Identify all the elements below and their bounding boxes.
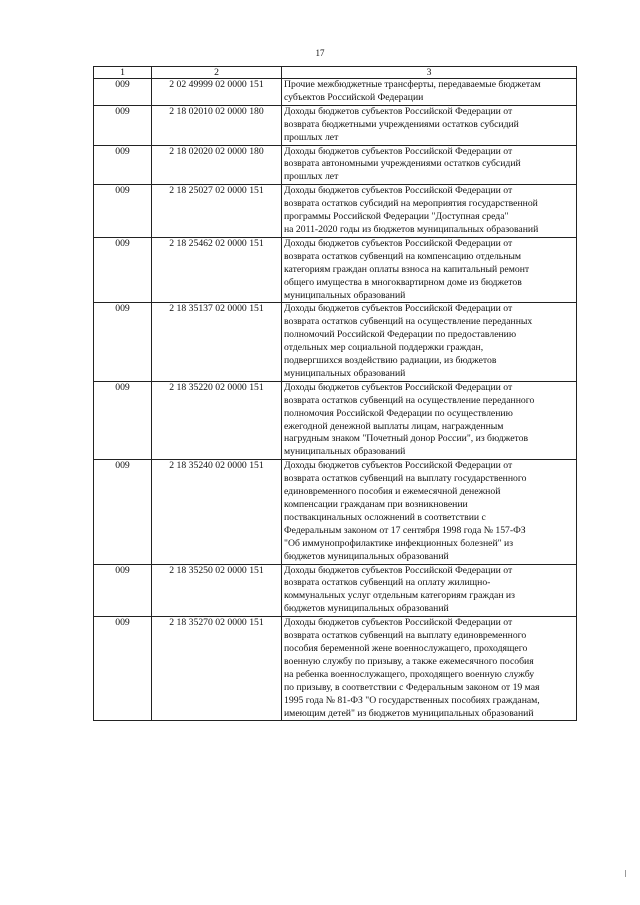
admin-code-cell: 009 [94, 617, 152, 721]
admin-code-cell: 009 [94, 237, 152, 303]
revenue-name-line: муниципальных образований [284, 446, 406, 458]
revenue-name-line: прошлых лет [284, 171, 339, 183]
table-row [94, 145, 577, 185]
admin-code-cell: 009 [94, 145, 152, 185]
budget-revenue-table [93, 66, 577, 721]
revenue-code-cell: 2 18 25027 02 0000 151 [152, 185, 282, 238]
revenue-code-cell: 2 18 02010 02 0000 180 [152, 105, 282, 145]
revenue-name-line: возврата автономными учреждениями остатков субсидий [284, 158, 521, 170]
revenue-name-line: нагрудным знаком "Почетный донор России", из бюджетов [284, 433, 529, 445]
admin-code-cell: 009 [94, 105, 152, 145]
revenue-name-line: военную службу по призыву, а также ежемесячного пособия [284, 655, 534, 667]
revenue-code-cell: 2 18 35137 02 0000 151 [152, 303, 282, 381]
table-row [94, 79, 577, 106]
table-row [94, 105, 577, 145]
revenue-code-cell: 2 18 02020 02 0000 180 [152, 145, 282, 185]
admin-code-cell: 009 [94, 460, 152, 564]
revenue-name-line: возврата остатков субвенций на оплату жилищно- [284, 577, 491, 589]
column-header-1: 1 [94, 67, 152, 79]
revenue-name-cell [282, 617, 577, 721]
table-row [94, 460, 577, 564]
revenue-name-line: имеющим детей" из бюджетов муниципальных образований [284, 707, 534, 719]
revenue-name-line: Доходы бюджетов субъектов Российской Федерации от [284, 185, 513, 197]
revenue-name-line: общего имущества в многоквартирном доме из бюджетов [284, 276, 522, 288]
column-header-3: 3 [282, 67, 577, 79]
revenue-name-line: единовременного пособия и ежемесячной денежной [284, 486, 501, 498]
column-header-2: 2 [152, 67, 282, 79]
admin-code-cell: 009 [94, 79, 152, 106]
revenue-name-line: компенсации гражданам при возникновении [284, 499, 468, 510]
revenue-name-line: Доходы бюджетов субъектов Российской Федерации от [284, 381, 513, 393]
revenue-name-line: Доходы бюджетов субъектов Российской Федерации от [284, 145, 513, 157]
revenue-name-cell [282, 105, 577, 145]
revenue-name-line: бюджетов муниципальных образований [284, 603, 449, 615]
revenue-name-line: на 2011-2020 годы из бюджетов муниципальных образований [284, 223, 539, 235]
table-row [94, 303, 577, 381]
revenue-name-line: категориям граждан оплаты взноса на капитальный ремонт [284, 263, 530, 275]
revenue-name-line: пособия беременной жене военнослужащего, проходящего [284, 642, 528, 654]
revenue-name-line: ежегодной денежной выплаты лицам, награжденным [284, 420, 504, 432]
page-number: 17 [315, 48, 325, 58]
revenue-name-line: возврата остатков субвенций на осуществление переданных [284, 316, 533, 328]
revenue-name-line: муниципальных образований [284, 289, 406, 301]
revenue-code-cell: 2 18 25462 02 0000 151 [152, 237, 282, 303]
table-row [94, 237, 577, 303]
revenue-name-line: Доходы бюджетов субъектов Российской Федерации от [284, 460, 513, 472]
revenue-name-line: по призыву, в соответствии с Федеральным законом от 19 мая [284, 681, 540, 693]
revenue-name-line: Доходы бюджетов субъектов Российской Федерации от [284, 564, 513, 576]
revenue-name-cell [282, 145, 577, 185]
revenue-name-line: возврата остатков субвенций на компенсацию отдельным [284, 250, 522, 262]
revenue-name-line: "Об иммунопрофилактике инфекционных болезней" из [284, 537, 514, 549]
revenue-name-line: возврата остатков субвенций на осуществление переданного [284, 394, 535, 406]
revenue-name-line: субъектов Российской Федерации [284, 91, 424, 103]
revenue-name-line: полномочий Российской Федерации по предоставлению [284, 329, 517, 341]
revenue-name-line: прошлых лет [284, 131, 339, 143]
revenue-code-cell: 2 18 35220 02 0000 151 [152, 381, 282, 459]
table-row [94, 564, 577, 617]
table-row [94, 617, 577, 721]
admin-code-cell: 009 [94, 303, 152, 381]
revenue-name-line: Доходы бюджетов субъектов Российской Федерации от [284, 105, 513, 117]
table-header-row [94, 67, 577, 79]
revenue-name-line: муниципальных образований [284, 367, 406, 379]
margin-mark [625, 870, 626, 877]
table-row [94, 381, 577, 459]
admin-code-cell: 009 [94, 185, 152, 238]
revenue-name-line: Федеральным законом от 17 сентября 1998 года № 157-ФЗ [284, 524, 526, 536]
revenue-name-line: поствакцинальных осложнений в соответствии с [284, 511, 486, 523]
admin-code-cell: 009 [94, 564, 152, 617]
revenue-name-cell [282, 185, 577, 238]
revenue-name-line: возврата остатков субсидий на мероприятия государственной [284, 198, 538, 210]
revenue-name-line: Прочие межбюджетные трансферты, передаваемые бюджетам [284, 79, 541, 90]
revenue-name-line: на ребенка военнослужащего, проходящего военную службу [284, 668, 535, 680]
revenue-name-cell [282, 381, 577, 459]
revenue-name-cell [282, 79, 577, 106]
revenue-name-cell [282, 303, 577, 381]
table-body [94, 79, 577, 721]
revenue-name-cell [282, 564, 577, 617]
revenue-name-line: возврата остатков субвенций на выплату государственного [284, 473, 527, 485]
revenue-name-line: бюджетов муниципальных образований [284, 550, 449, 562]
admin-code-cell: 009 [94, 381, 152, 459]
revenue-code-cell: 2 02 49999 02 0000 151 [152, 79, 282, 106]
revenue-name-line: Доходы бюджетов субъектов Российской Федерации от [284, 617, 513, 629]
revenue-name-cell [282, 237, 577, 303]
revenue-name-line: Доходы бюджетов субъектов Российской Федерации от [284, 237, 513, 249]
revenue-code-cell: 2 18 35240 02 0000 151 [152, 460, 282, 564]
revenue-name-line: возврата остатков субвенций на выплату единовременного [284, 630, 527, 642]
revenue-name-line: полномочия Российской Федерации по осуществлению [284, 407, 513, 419]
revenue-code-cell: 2 18 35250 02 0000 151 [152, 564, 282, 617]
revenue-name-line: 1995 года № 81-ФЗ "О государственных пособиях гражданам, [284, 694, 540, 706]
revenue-name-line: программы Российской Федерации "Доступная среда" [284, 211, 509, 223]
revenue-name-line: Доходы бюджетов субъектов Российской Федерации от [284, 303, 513, 315]
revenue-code-cell: 2 18 35270 02 0000 151 [152, 617, 282, 721]
revenue-name-line: возврата бюджетными учреждениями остатков субсидий [284, 118, 519, 130]
revenue-name-line: отдельных мер социальной поддержки граждан, [284, 342, 484, 354]
revenue-name-cell [282, 460, 577, 564]
table-row [94, 185, 577, 238]
revenue-name-line: коммунальных услуг отдельным категориям граждан из [284, 590, 515, 602]
revenue-name-line: подвергшихся воздействию радиации, из бюджетов [284, 355, 497, 367]
